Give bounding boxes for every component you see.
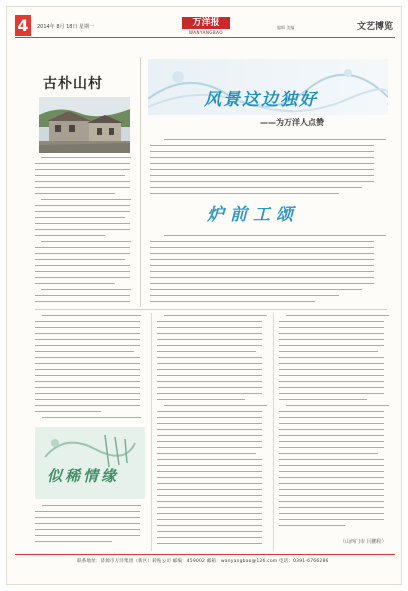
column-divider (273, 313, 274, 551)
article-title-scenery: 风景这边独好 (204, 90, 318, 110)
banner-furnace-workers (207, 200, 387, 230)
section-divider (35, 309, 387, 310)
bottom-article-body-col-2 (157, 315, 267, 547)
article-title-furnace-workers: 炉前工颂 (207, 205, 299, 225)
author-byline: （山西门市 闫鹏程） (340, 539, 387, 545)
bottom-article-body-col-3 (279, 315, 389, 547)
issue-date: 2014年 8月 18日 星期一 (37, 24, 95, 30)
header-rule (15, 37, 395, 38)
editor-credit: 编辑 美编 (277, 25, 295, 30)
article-title-affection: 似稀情缘 (47, 467, 120, 485)
banner-affection (35, 427, 145, 499)
newspaper-logo: 万洋报 (182, 17, 230, 29)
article-body-ancient-village (35, 157, 135, 307)
bottom-article-body-col-1 (35, 315, 145, 425)
village-photo (39, 97, 130, 153)
footer-rule (15, 554, 395, 555)
article-subtitle-scenery: ——为万洋人点赞 (260, 118, 324, 127)
page-header (15, 15, 395, 37)
footer-contact-info: 联系地址：济源市万洋集团（新区）转贴公司 邮编：459002 邮箱：wanyangbao@126.com 电话：0391-6766286 (77, 559, 329, 564)
banner-scenery (148, 59, 388, 133)
page-number: 4 (15, 15, 31, 36)
column-divider (140, 57, 141, 307)
article-title-ancient-village: 古朴山村 (43, 76, 103, 92)
article-body-furnace-workers (150, 235, 386, 305)
column-divider (151, 313, 152, 551)
article-body-scenery (150, 139, 386, 197)
newspaper-page (6, 6, 402, 585)
bottom-article-body-under-banner (35, 505, 145, 547)
section-title: 文艺博览 (356, 22, 393, 32)
newspaper-logo-pinyin: WANYANGBAO (189, 30, 223, 35)
